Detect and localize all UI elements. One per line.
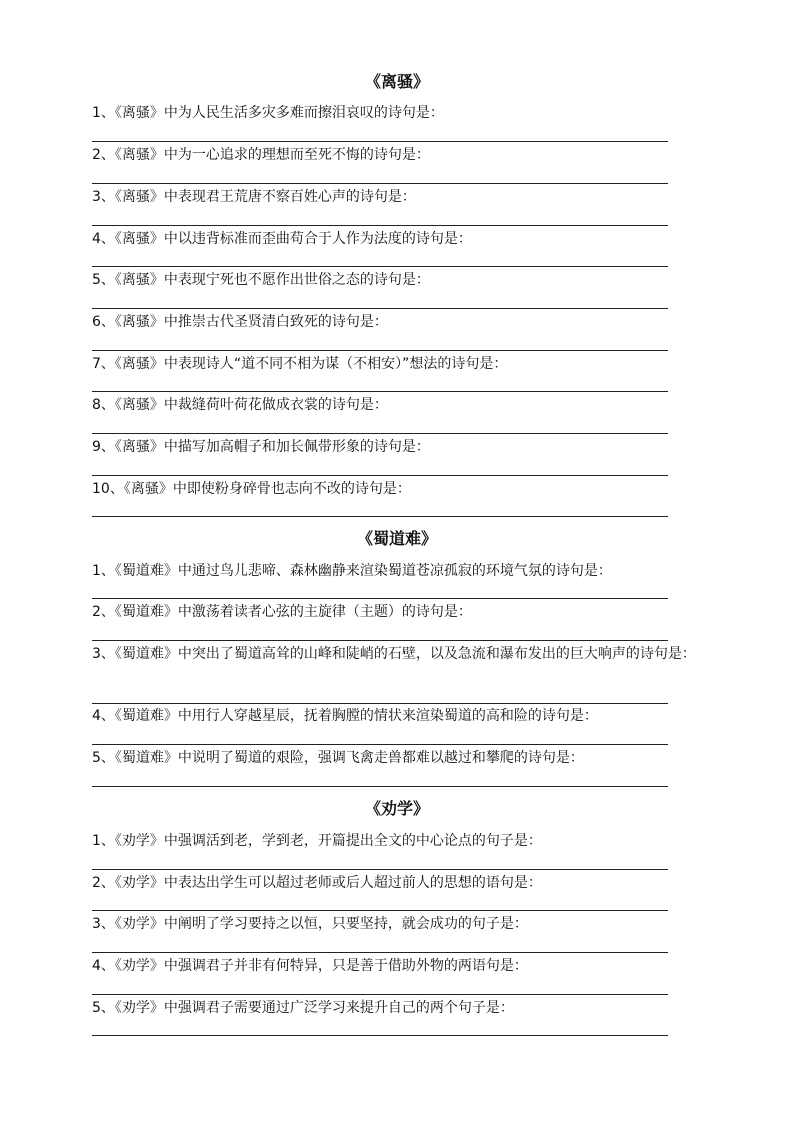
answer-line[interactable] <box>92 598 668 599</box>
section-title-shudaonan: 《蜀道难》 <box>356 529 437 548</box>
answer-line[interactable] <box>92 266 668 267</box>
section-title-quanxue: 《劝学》 <box>364 799 429 818</box>
question-text: 1、《劝学》中强调活到老，学到老，开篇提出全文的中心论点的句子是： <box>92 833 542 849</box>
question-text: 4、《劝学》中强调君子并非有何特异，只是善于借助外物的两语句是： <box>92 958 528 974</box>
question-text: 2、《离骚》中为一心追求的理想而至死不悔的诗句是： <box>92 147 430 163</box>
question-text: 3、《蜀道难》中突出了蜀道高耸的山峰和陡峭的石壁，以及急流和瀑布发出的巨大响声的诗句是： <box>92 646 696 662</box>
answer-line[interactable] <box>92 640 668 641</box>
question-text: 2、《劝学》中表达出学生可以超过老师或后人超过前人的思想的语句是： <box>92 875 542 891</box>
section-title-lisao: 《离骚》 <box>364 72 429 91</box>
answer-line[interactable] <box>92 391 668 392</box>
question-text: 3、《离骚》中表现君王荒唐不察百姓心声的诗句是： <box>92 189 416 205</box>
answer-line[interactable] <box>92 433 668 434</box>
question-text: 8、《离骚》中裁缝荷叶荷花做成衣裳的诗句是： <box>92 397 388 413</box>
question-text: 3、《劝学》中阐明了学习要持之以恒，只要坚持，就会成功的句子是： <box>92 916 528 932</box>
answer-line[interactable] <box>92 994 668 995</box>
question-text: 9、《离骚》中描写加高帽子和加长佩带形象的诗句是： <box>92 439 430 455</box>
question-text: 1、《离骚》中为人民生活多灾多难而擦泪哀叹的诗句是： <box>92 105 444 121</box>
answer-line[interactable] <box>92 744 668 745</box>
question-text: 4、《离骚》中以违背标准而歪曲苟合于人作为法度的诗句是： <box>92 231 472 247</box>
question-text: 5、《劝学》中强调君子需要通过广泛学习来提升自己的两个句子是： <box>92 1000 514 1016</box>
question-text: 6、《离骚》中推崇古代圣贤清白致死的诗句是： <box>92 314 388 330</box>
answer-line[interactable] <box>92 869 668 870</box>
answer-line[interactable] <box>92 183 668 184</box>
question-text: 4、《蜀道难》中用行人穿越星辰，抚着胸膛的情状来渲染蜀道的高和险的诗句是： <box>92 708 598 724</box>
answer-line[interactable] <box>92 516 668 517</box>
question-text: 10、《离骚》中即使粉身碎骨也志向不改的诗句是： <box>92 481 411 497</box>
answer-line[interactable] <box>92 952 668 953</box>
question-text: 2、《蜀道难》中激荡着读者心弦的主旋律（主题）的诗句是： <box>92 604 472 620</box>
question-text: 7、《离骚》中表现诗人“道不同不相为谋（不相安）”想法的诗句是： <box>92 356 508 372</box>
answer-line[interactable] <box>92 1035 668 1036</box>
answer-line[interactable] <box>92 786 668 787</box>
question-text: 5、《蜀道难》中说明了蜀道的艰险，强调飞禽走兽都难以越过和攀爬的诗句是： <box>92 750 584 766</box>
answer-line[interactable] <box>92 308 668 309</box>
question-text: 5、《离骚》中表现宁死也不愿作出世俗之态的诗句是： <box>92 272 430 288</box>
question-text: 1、《蜀道难》中通过鸟儿悲啼、森林幽静来渲染蜀道苍凉孤寂的环境气氛的诗句是： <box>92 563 612 579</box>
answer-line[interactable] <box>92 475 668 476</box>
answer-line[interactable] <box>92 703 668 704</box>
answer-line[interactable] <box>92 225 668 226</box>
answer-line[interactable] <box>92 910 668 911</box>
answer-line[interactable] <box>92 350 668 351</box>
answer-line[interactable] <box>92 141 668 142</box>
